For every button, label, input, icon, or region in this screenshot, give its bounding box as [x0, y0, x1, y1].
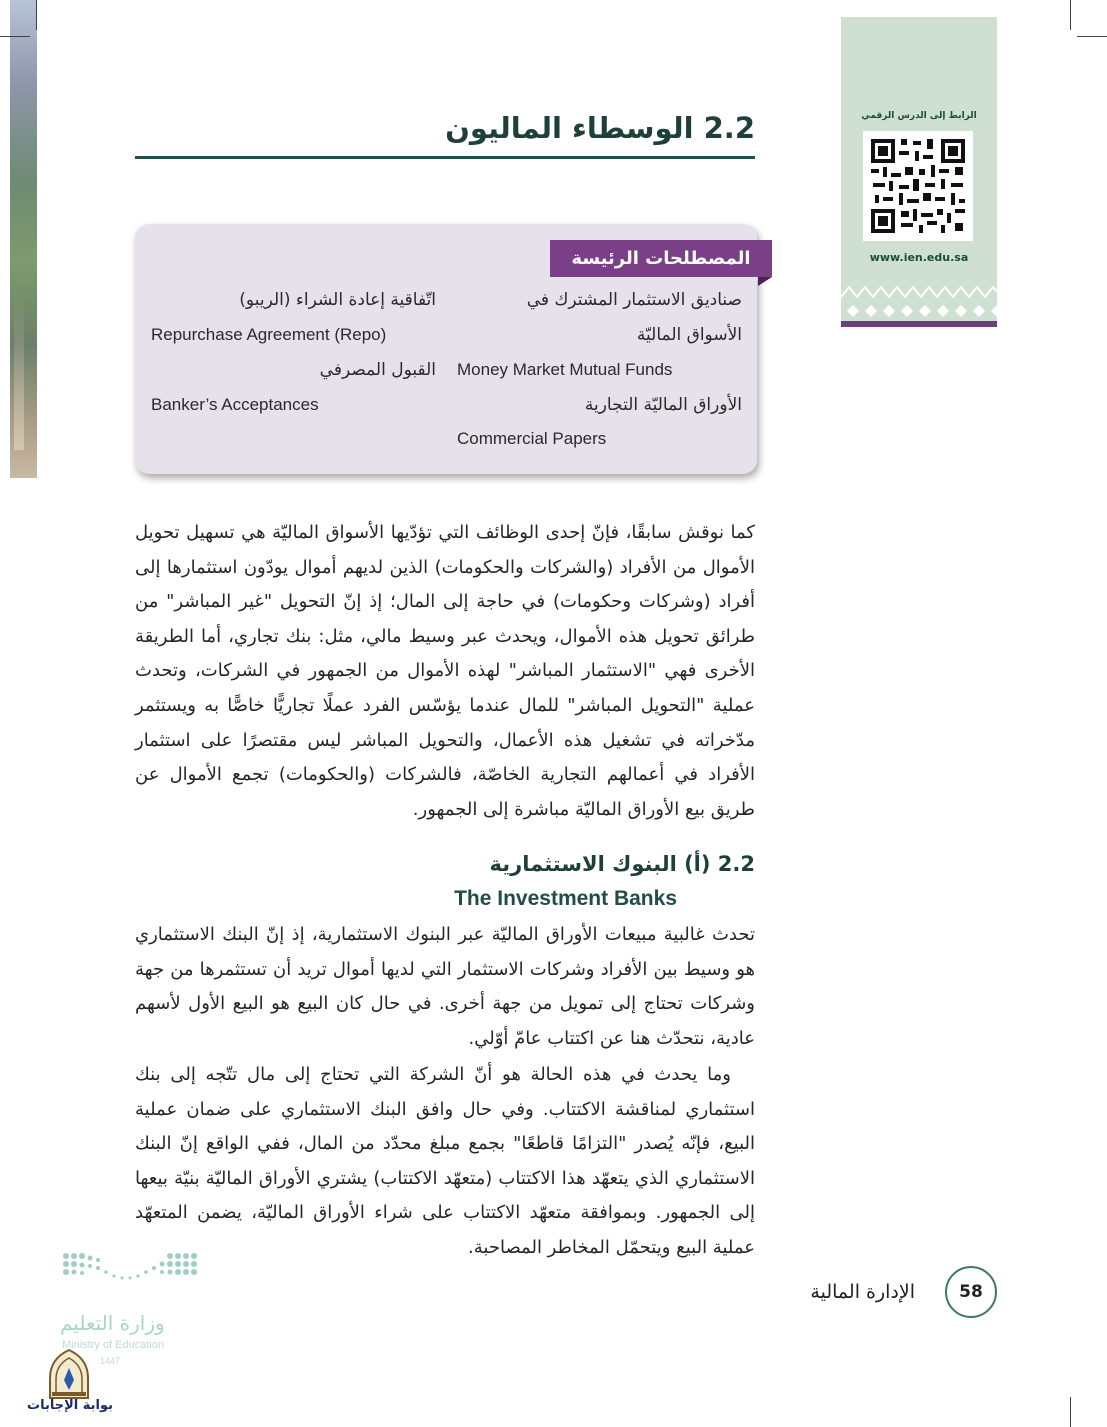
- qr-code[interactable]: [863, 131, 973, 241]
- digital-lesson-label: الرابط إلى الدرس الرقمي: [861, 111, 977, 121]
- subsection-heading: 2.2 (أ) البنوك الاستثمارية: [489, 852, 755, 876]
- ministry-year: 1447: [100, 1356, 121, 1366]
- page-number: 58: [945, 1266, 997, 1318]
- term-ar: الأوراق الماليّة التجارية: [584, 395, 742, 415]
- term-en: Banker’s Acceptances: [151, 395, 319, 414]
- body-paragraph: وما يحدث في هذه الحالة هو أنّ الشركة التي تحتاج إلى مال تتّجه إلى بنك استثماري لمناقشة الاكتتاب. وفي حال وافق البنك الاستثماري على ضمان عملية البيع، فإنّه يُصدر "التزامًا قاطعًا" بجمع مبلغ محدّد من المال، ففي الواقع إنّ البنك الاستثماري الذي يتعهّد هذا الاكتتاب (متعهّد الاكتتاب) يشتري الأوراق الماليّة بنيّة بيعها إلى الجمهور. وبموافقة متعهّد الاكتتاب على شراء الأوراق الماليّة، يضمن المتعهّد عملية البيع ويتحمّل المخاطر المصاحبة.: [135, 1064, 755, 1258]
- answers-portal-label[interactable]: بوابة الإجابات: [27, 1398, 113, 1413]
- ministry-name-en: Ministry of Education: [62, 1339, 165, 1351]
- key-terms-title: المصطلحات الرئيسة: [550, 240, 772, 277]
- ministry-logo-icon: [62, 1250, 202, 1300]
- term-ar: القبول المصرفي: [319, 360, 436, 380]
- section-heading: 2.2 الوسطاء الماليون: [445, 111, 755, 145]
- term-en: Repurchase Agreement (Repo): [151, 325, 387, 344]
- crop-mark: [0, 36, 30, 37]
- body-paragraph: كما نوقش سابقًا، فإنّ إحدى الوظائف التي تؤدّيها الأسواق الماليّة هي تسهيل تحويل الأموال من الأفراد (والشركات والحكومات) الذين لديهم أموال يودّون استثمارها إلى أفراد (وشركات وحكومات) في حاجة إلى المال؛ إذ إنّ التحويل "غير المباشر" من طرائق تحويل هذه الأموال، ويحدث عبر وسيط مالي، مثل: بنك تجاري، أما الطريقة الأخرى فهي "الاستثمار المباشر" لهذه الأموال من الجمهور في الشركات، وتحدث عملية "التحويل المباشر" للمال عندما يؤسّس الفرد عملًا تجاريًّا خاصًّا به ويستثمر مدّخراته في تشغيل هذه الأعمال، والتحويل المباشر ليس مقتصرًا على استثمار الأفراد في أعمالهم التجارية الخاصّة، فالشركات (والحكومات) تجمع الأموال عن طريق بيع الأوراق الماليّة مباشرة إلى الجمهور.: [135, 522, 755, 820]
- term-ar: صناديق الاستثمار المشترك في: [526, 290, 742, 310]
- book-title: الإدارة المالية: [810, 1281, 915, 1303]
- qr-code-icon: [869, 137, 967, 235]
- crop-mark: [1070, 0, 1071, 30]
- heading-divider: [135, 156, 755, 159]
- ministry-name-ar: وزارة التعليم: [60, 1311, 165, 1335]
- crop-mark: [1070, 1397, 1071, 1427]
- crop-mark: [1077, 36, 1107, 37]
- term-en: Money Market Mutual Funds: [457, 360, 673, 379]
- digital-lesson-sidebar: [841, 17, 997, 327]
- decorative-photo-strip: [10, 0, 37, 478]
- term-en: Commercial Papers: [457, 429, 607, 448]
- crop-mark: [36, 0, 37, 30]
- sidebar-url[interactable]: www.ien.edu.sa: [869, 251, 969, 264]
- term-ar: اتّفاقية إعادة الشراء (الريبو): [239, 290, 436, 310]
- answers-portal-logo-icon: [44, 1348, 94, 1400]
- decorative-pattern: [841, 283, 997, 327]
- subsection-heading-en: The Investment Banks: [454, 887, 677, 910]
- body-paragraph: تحدث غالبية مبيعات الأوراق الماليّة عبر البنوك الاستثمارية، إذ إنّ البنك الاستثماري هو وسيط بين الأفراد وشركات الاستثمار التي لديها أموال تريد أن تستثمرها من جهة وشركات تحتاج إلى تمويل من جهة أخرى. في حال كان البيع هو البيع الأول لأسهم عادية، نتحدّث هنا عن اكتتاب عامّ أوّلي.: [135, 924, 755, 1049]
- term-ar: الأسواق الماليّة: [636, 325, 742, 345]
